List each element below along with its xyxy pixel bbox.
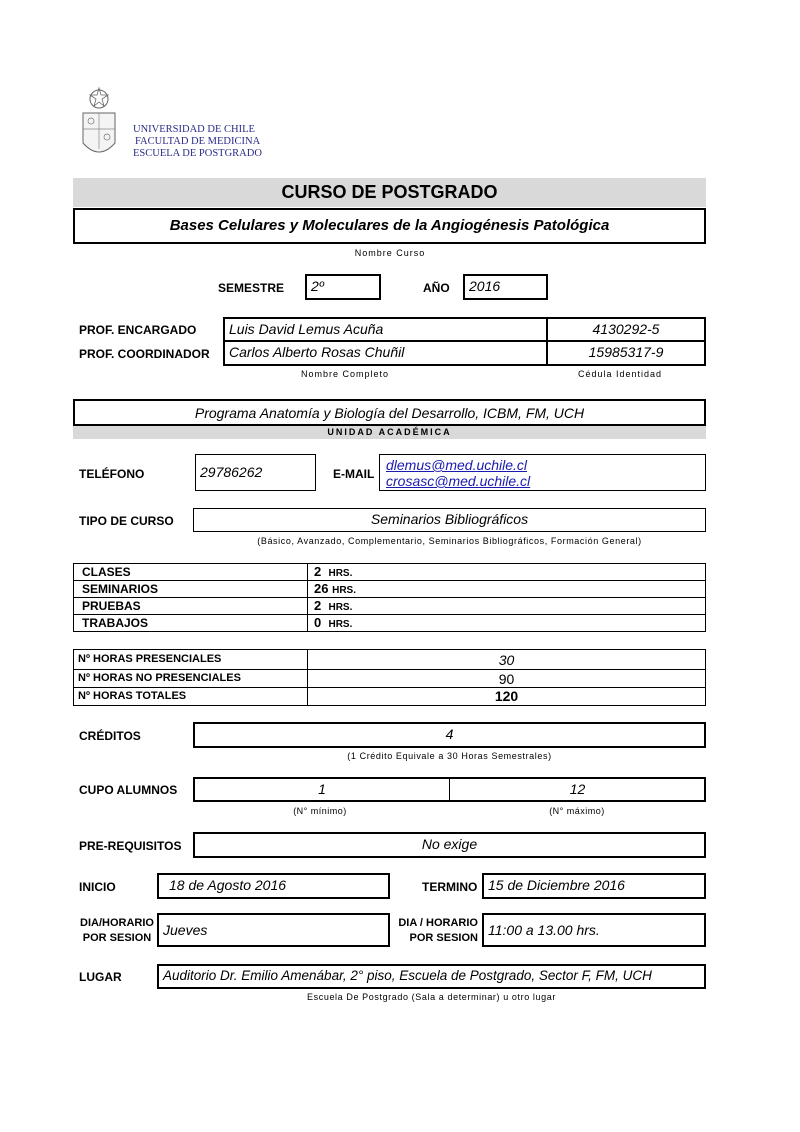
quota-field bbox=[193, 777, 706, 802]
trabajos-hours bbox=[314, 615, 352, 630]
hours-row bbox=[74, 598, 705, 615]
course-name: Bases Celulares y Moleculares de la Angiogénesis Patológica bbox=[169, 217, 610, 234]
start-field: 18 de Agosto 2016 bbox=[157, 873, 390, 899]
year-label: AÑO bbox=[423, 281, 450, 295]
prof-coordinador-name: Carlos Alberto Rosas Chuñil bbox=[225, 342, 548, 364]
presenciales-label: Nº HORAS PRESENCIALES bbox=[78, 653, 222, 665]
clases-value: 2 bbox=[314, 564, 322, 579]
place-caption: Escuela De Postgrado (Sala a determinar) u otro lugar bbox=[307, 992, 556, 1002]
academic-unit-field bbox=[73, 399, 706, 426]
course-name-caption: Nombre Curso bbox=[354, 248, 426, 258]
end-field: 15 de Diciembre 2016 bbox=[482, 873, 706, 899]
session-day-label bbox=[79, 916, 155, 946]
university-header bbox=[133, 124, 333, 160]
seminarios-label: SEMINARIOS bbox=[82, 582, 159, 596]
hours-total-row bbox=[74, 688, 705, 705]
hours-total-row bbox=[74, 650, 705, 670]
full-name-caption: Nombre Completo bbox=[300, 369, 390, 379]
email-field bbox=[379, 454, 706, 491]
hours-totals-table bbox=[73, 649, 706, 706]
place-label: LUGAR bbox=[79, 970, 122, 984]
session-day-field: Jueves bbox=[157, 913, 390, 947]
hours-breakdown-table bbox=[73, 563, 706, 632]
trabajos-unit: HRS. bbox=[328, 619, 353, 630]
course-type-label: TIPO DE CURSO bbox=[79, 514, 174, 528]
prof-encargado-name: Luis David Lemus Acuña bbox=[225, 319, 548, 342]
phone-label: TELÉFONO bbox=[79, 467, 145, 481]
quota-max-caption: (N° máximo) bbox=[549, 806, 605, 816]
prof-encargado-label: PROF. ENCARGADO bbox=[79, 323, 197, 337]
title-bar bbox=[73, 178, 706, 207]
phone-field: 29786262 bbox=[195, 454, 316, 491]
credits-label: CRÉDITOS bbox=[79, 729, 141, 743]
university-seal-logo bbox=[80, 85, 118, 161]
totales-value: 120 bbox=[494, 688, 519, 704]
trabajos-value: 0 bbox=[314, 615, 322, 630]
school-line: ESCUELA DE POSTGRADO bbox=[133, 148, 262, 159]
quota-label: CUPO ALUMNOS bbox=[79, 783, 178, 797]
start-label: INICIO bbox=[79, 880, 116, 894]
pruebas-value: 2 bbox=[314, 598, 322, 613]
session-time-field: 11:00 a 13.00 hrs. bbox=[482, 913, 706, 947]
prerequisites-label: PRE-REQUISITOS bbox=[79, 839, 182, 853]
course-name-field bbox=[73, 208, 706, 244]
page-title: CURSO DE POSTGRADO bbox=[281, 182, 498, 202]
course-type-caption: (Básico, Avanzado, Complementario, Seminarios Bibliográficos, Formación General) bbox=[257, 536, 642, 546]
hours-total-row bbox=[74, 670, 705, 688]
email-label: E-MAIL bbox=[333, 467, 375, 481]
credits-field: 4 bbox=[193, 722, 706, 748]
pruebas-label: PRUEBAS bbox=[82, 599, 141, 613]
email-link-2[interactable]: crosasc@med.uchile.cl bbox=[386, 473, 531, 489]
hours-row bbox=[74, 564, 705, 581]
quota-min: 1 bbox=[195, 779, 450, 800]
prerequisites-field: No exige bbox=[193, 832, 706, 858]
university-line: UNIVERSIDAD DE CHILE bbox=[133, 124, 255, 135]
quota-max: 12 bbox=[569, 781, 586, 797]
end-label: TERMINO bbox=[422, 880, 478, 894]
faculty-line: FACULTAD DE MEDICINA bbox=[135, 136, 261, 147]
session-time-label bbox=[396, 916, 478, 946]
place-field: Auditorio Dr. Emilio Amenábar, 2° piso, Escuela de Postgrado, Sector F, FM, UCH bbox=[157, 964, 706, 989]
academic-unit-value: Programa Anatomía y Biología del Desarrollo, ICBM, FM, UCH bbox=[194, 405, 585, 421]
prof-encargado-id: 4130292-5 bbox=[548, 319, 704, 342]
hours-row bbox=[74, 615, 705, 631]
no-presenciales-label: Nº HORAS NO PRESENCIALES bbox=[78, 672, 241, 684]
hours-row bbox=[74, 581, 705, 598]
professors-table bbox=[223, 317, 706, 366]
pruebas-hours bbox=[314, 598, 352, 613]
presenciales-value: 30 bbox=[498, 652, 515, 668]
seminarios-unit: HRS. bbox=[332, 585, 356, 596]
academic-unit-caption: UNIDAD ACADÉMICA bbox=[327, 427, 452, 437]
credits-caption: (1 Crédito Equivale a 30 Horas Semestrales) bbox=[347, 751, 552, 761]
academic-unit-caption-bar bbox=[73, 426, 706, 439]
course-type-field: Seminarios Bibliográficos bbox=[193, 508, 706, 532]
totales-label: Nº HORAS TOTALES bbox=[78, 690, 187, 702]
id-card-caption: Cédula Identidad bbox=[577, 369, 663, 379]
semester-label: SEMESTRE bbox=[218, 281, 285, 295]
clases-label: CLASES bbox=[82, 565, 131, 579]
semester-field: 2º bbox=[305, 274, 381, 300]
prof-coordinador-id: 15985317-9 bbox=[588, 344, 664, 360]
email-link-1[interactable]: dlemus@med.uchile.cl bbox=[386, 457, 528, 473]
clases-unit: HRS. bbox=[328, 568, 353, 579]
session-time-label-2: POR SESION bbox=[409, 932, 478, 944]
session-time-label-1: DIA / HORARIO bbox=[398, 917, 478, 929]
seminarios-value: 26 bbox=[314, 581, 329, 596]
quota-min-caption: (N° mínimo) bbox=[293, 806, 347, 816]
seminarios-hours bbox=[314, 581, 356, 596]
clases-hours bbox=[314, 564, 352, 579]
prof-coordinador-label: PROF. COORDINADOR bbox=[79, 347, 210, 361]
year-field: 2016 bbox=[463, 274, 548, 300]
session-day-label-1: DIA/HORARIO bbox=[80, 917, 154, 929]
session-day-label-2: POR SESION bbox=[82, 932, 152, 944]
pruebas-unit: HRS. bbox=[328, 602, 353, 613]
no-presenciales-value: 90 bbox=[498, 671, 515, 687]
trabajos-label: TRABAJOS bbox=[82, 616, 149, 630]
